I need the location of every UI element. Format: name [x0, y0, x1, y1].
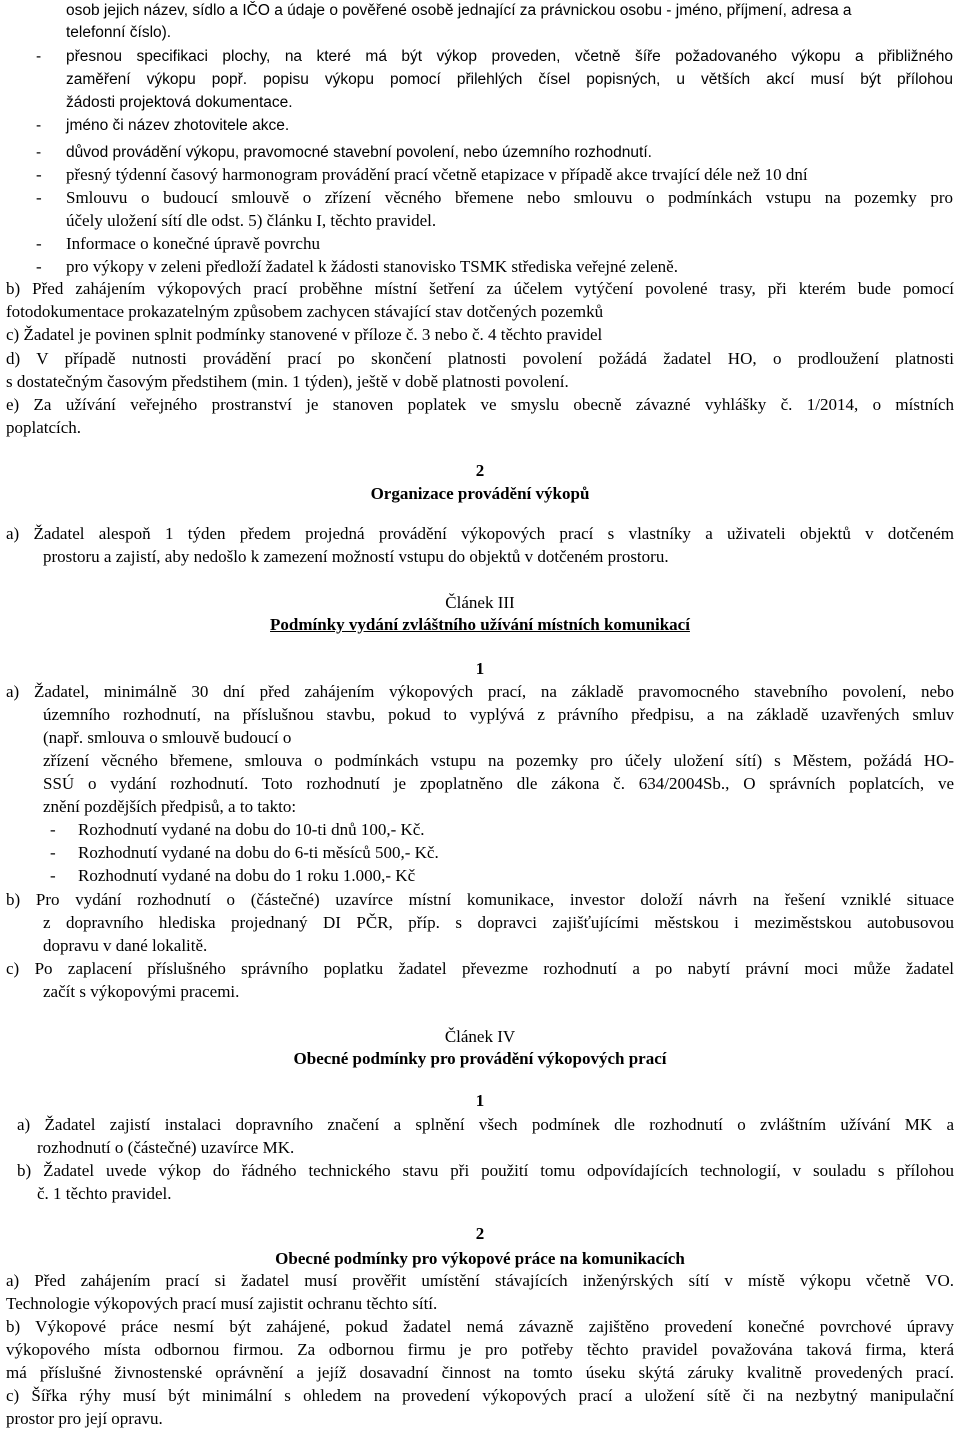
section-title: Organizace provádění výkopů [370, 484, 590, 503]
fee-dash: - [50, 866, 56, 885]
paragraph-line: b) Žadatel uvede výkop do řádného technického stavu při použití tomu odpovídajících technologií, v souladu s přílohou [17, 1161, 954, 1180]
article-title: Podmínky vydání zvláštního užívání místních komunikací [270, 615, 690, 634]
list-line: Informace o konečné úpravě povrchu [66, 234, 320, 253]
section-number: 2 [475, 461, 485, 480]
list-line: přesnou specifikaci plochy, na které má být výkop proveden, včetně šíře požadovaného výkopu a přibližného [66, 48, 953, 65]
list-line: Smlouvu o budoucí smlouvě o zřízení věcného břemene nebo smlouvu o podmínkách vstupu na pozemky pro [66, 188, 953, 207]
list-line: jméno či název zhotovitele akce. [66, 117, 290, 134]
list-line: osob jejich název, sídlo a IČO a údaje o pověřené osobě jednající za právnickou osobu - jméno, příjmení, adresa a [66, 2, 852, 19]
section-number: 1 [475, 1091, 485, 1110]
paragraph-line: c) Šířka rýhy musí být minimální s ohledem na provedení výkopových prací a uložení sítě či na nezbytný manipulační [6, 1386, 954, 1405]
paragraph-line: a) Před zahájením prací si žadatel musí prověřit umístění stávajících inženýrských sítí v místě výkopu včetně VO. [6, 1271, 954, 1290]
list-line: pro výkopy v zeleni předloží žadatel k žádosti stanovisko TSMK střediska veřejné zeleně. [66, 257, 678, 276]
paragraph-line: znění pozdějších předpisů, a to takto: [43, 797, 297, 816]
list-dash: - [36, 144, 42, 161]
paragraph-line: výkopového místa odbornou firmou. Za odbornou firmu je pro potřeby těchto pravidel považována taková firma, která [6, 1340, 954, 1359]
paragraph-line: (např. smlouva o smlouvě budoucí o [43, 728, 292, 747]
paragraph-line: b) Před zahájením výkopových prací proběhne místní šetření za účelem vytýčení povolené trasy, při kterém bude pomocí [6, 279, 954, 298]
list-line: zaměření výkopu popř. popisu výkopu pomocí přilehlých čísel popisných, u větších akcí musí být přílohou [66, 71, 953, 88]
article-heading: Článek III [445, 593, 515, 612]
paragraph-line: má příslušné živnostenské oprávnění a jejíž dosavadní činnost na tomto úseku skýtá záruky kvalitně provedených prací. [6, 1363, 954, 1382]
list-dash: - [36, 48, 42, 65]
list-line: telefonní číslo). [66, 24, 172, 41]
fee-item: Rozhodnutí vydané na dobu do 1 roku 1.000,- Kč [78, 866, 416, 885]
paragraph-line: s dostatečným časovým předstihem (min. 1 týden), ještě v době platnosti povolení. [6, 372, 569, 391]
paragraph-line: územního rozhodnutí, na příslušnou stavbu, pokud to vyplývá z právního předpisu, a na základě uzavřených smluv [43, 705, 954, 724]
paragraph-line: a) Žadatel alespoň 1 týden předem projedná provádění výkopových prací s vlastníky a uživateli objektů v dotčeném [6, 524, 954, 543]
paragraph-line: začít s výkopovými pracemi. [43, 982, 240, 1001]
fee-dash: - [50, 820, 56, 839]
article-heading: Článek IV [444, 1027, 516, 1046]
list-line: důvod provádění výkopu, pravomocné stavební povolení, nebo územního rozhodnutí. [66, 144, 652, 161]
paragraph-line: č. 1 těchto pravidel. [37, 1184, 172, 1203]
fee-item: Rozhodnutí vydané na dobu do 10-ti dnů 100,- Kč. [78, 820, 425, 839]
paragraph-line: a) Žadatel zajistí instalaci dopravního značení a splnění všech podmínek dle rozhodnutí o zvláštním užívání MK a [17, 1115, 954, 1134]
list-line: přesný týdenní časový harmonogram provádění prací včetně etapizace v případě akce trvající déle než 10 dní [66, 165, 808, 184]
paragraph-line: dopravu v dané lokalitě. [43, 936, 208, 955]
list-dash: - [36, 257, 42, 276]
fee-item: Rozhodnutí vydané na dobu do 6-ti měsíců 500,- Kč. [78, 843, 439, 862]
list-dash: - [36, 117, 42, 134]
fee-dash: - [50, 843, 56, 862]
list-line: účely uložení sítí dle odst. 5) článku I, těchto pravidel. [66, 211, 437, 230]
paragraph-line: b) Výkopové práce nesmí být zahájené, pokud žadatel nemá závazně zajištěno provedení konečné povrchové úpravy [6, 1317, 954, 1336]
paragraph-line: a) Žadatel, minimálně 30 dní před zahájením výkopových prací, na základě pravomocného stavebního povolení, nebo [6, 682, 954, 701]
paragraph-line: b) Pro vydání rozhodnutí o (částečné) uzavírce místní komunikace, investor doloží návrh na řešení vzniklé situace [6, 890, 954, 909]
paragraph-line: SSÚ o vydání rozhodnutí. Toto rozhodnutí je zpoplatněno dle zákona č. 634/2004Sb., O správních poplatcích, ve [43, 774, 954, 793]
paragraph-line: c) Po zaplacení příslušného správního poplatku žadatel převezme rozhodnutí a po nabytí právní moci může žadatel [6, 959, 954, 978]
section-number: 2 [475, 1224, 485, 1243]
paragraph-line: zřízení věcného břemene, smlouva o podmínkách vstupu na pozemky pro účely uložení sítí) s Městem, požádá HO- [43, 751, 954, 770]
list-line: žádosti projektová dokumentace. [66, 94, 293, 111]
list-dash: - [36, 234, 42, 253]
paragraph-line: fotodokumentace prokazatelným způsobem zachycen stávající stav dotčených pozemků [6, 302, 604, 321]
paragraph-line: rozhodnutí o (částečné) uzavírce MK. [37, 1138, 295, 1157]
section-number: 1 [475, 659, 485, 678]
paragraph-line: e) Za užívání veřejného prostranství je stanoven poplatek ve smyslu obecně závazné vyhlášky č. 1/2014, o místních [6, 395, 954, 414]
section-title: Obecné podmínky pro výkopové práce na komunikacích [275, 1249, 685, 1268]
paragraph-line: poplatcích. [6, 418, 82, 437]
paragraph-line: prostor pro její opravu. [6, 1409, 163, 1428]
article-title: Obecné podmínky pro provádění výkopových prací [293, 1049, 667, 1068]
paragraph-line: prostoru a zajistí, aby nedošlo k zamezení možností vstupu do objektů v dotčeném prostoru. [43, 547, 669, 566]
paragraph-line: c) Žadatel je povinen splnit podmínky stanovené v příloze č. 3 nebo č. 4 těchto pravidel [6, 325, 603, 344]
paragraph-line: Technologie výkopových prací musí zajistit ochranu těchto sítí. [6, 1294, 438, 1313]
paragraph-line: z dopravního hlediska projednaný DI PČR, příp. s dopravci zajišťujícími městskou i meziměstskou autobusovou [43, 913, 954, 932]
paragraph-line: d) V případě nutnosti provádění prací po skončení platnosti povolení požádá žadatel HO, o prodloužení platnosti [6, 349, 954, 368]
list-dash: - [36, 165, 42, 184]
list-dash: - [36, 188, 42, 207]
